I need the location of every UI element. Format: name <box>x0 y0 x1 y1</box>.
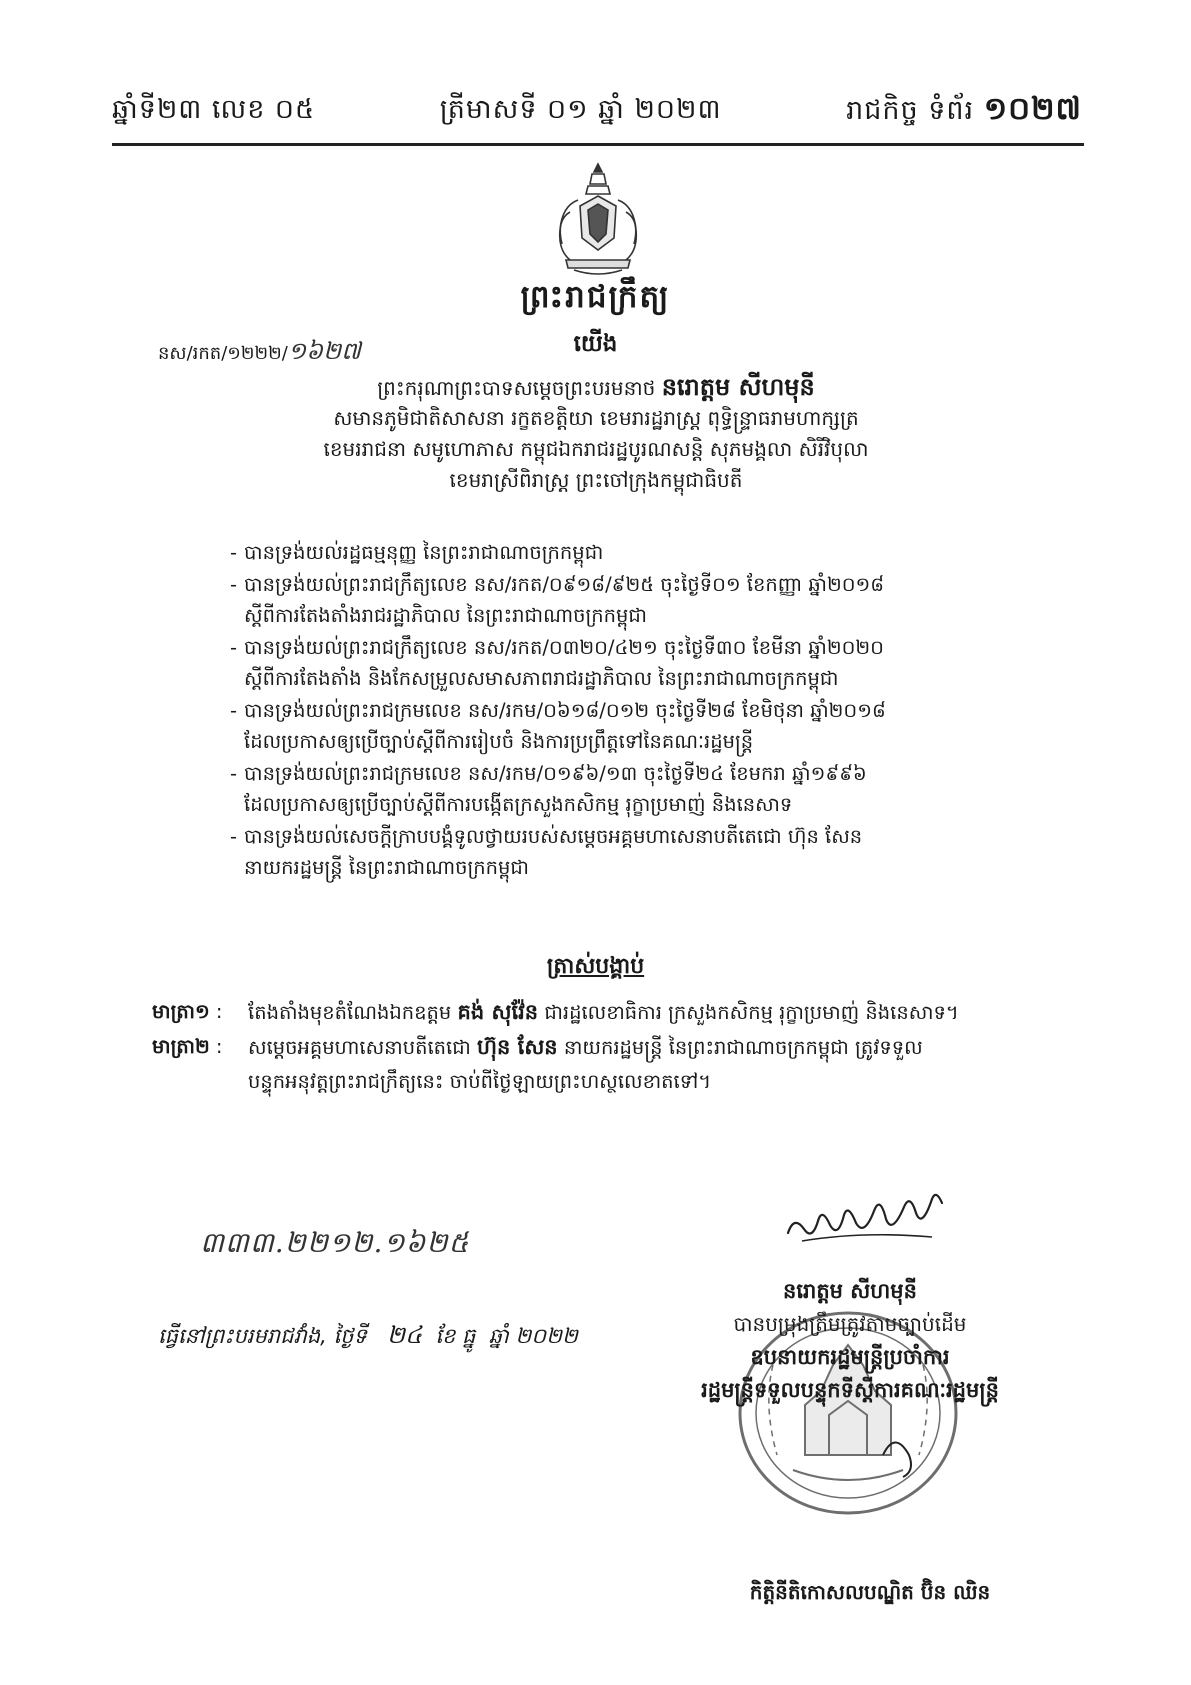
king-title-line: ព្រះករុណាព្រះបាទសម្តេចព្រះបរមនាថ នរោត្តម សីហមុនី <box>377 373 815 401</box>
deputy-pm-title: ឧបនាយករដ្ឋមន្ត្រីប្រចាំការ <box>750 1345 950 1369</box>
we-heading: យើង <box>573 331 618 357</box>
king-title-line: ខេមររាជនា សមូហោភាស កម្ពុជឯករាជរដ្ឋបូរណសន្តិ សុភមង្គលា សិរីវិបុលា <box>323 437 869 461</box>
article-text: សម្តេចអគ្គមហាសេនាបតីតេជោ ហ៊ុន សែន នាយករដ្ឋមន្ត្រី នៃព្រះរាជាណាចក្រកម្ពុជា ត្រូវទទួល បន្ទុកអនុវត្តព្រះរាជក្រឹត្យនេះ ចាប់ពីថ្ងៃឡាយព្រះហស្ថលេខាតទៅ។ <box>248 1035 923 1093</box>
decree-reference <box>158 336 361 371</box>
gazette-label: រាជកិច្ច ទំព័រ <box>846 94 975 126</box>
consideration-item: - បានទ្រង់យល់ព្រះរាជក្រមលេខ នស/រកម/០១៩៦/១៣ ចុះថ្ងៃទី២៤ ខែមករា ឆ្នាំ១៩៩៦ ដែលប្រកាសឲ្យប្រើច្បាប់ស្តីពីការបង្កើតក្រសួងកសិកម្ម រុក្ខាប្រមាញ់ និងនេសាទ <box>230 762 867 816</box>
articles <box>152 995 1032 1099</box>
ref-handwritten: ១៦២៧ <box>287 337 361 365</box>
decides-heading: ត្រាស់បង្គាប់ <box>546 954 645 979</box>
gazette-header <box>112 92 1082 132</box>
quarter-date: ត្រីមាសទី ០១ ឆ្នាំ ២០២៣ <box>439 93 722 125</box>
header-divider <box>112 143 1084 146</box>
king-title-line: ខេមរាស្រីពិរាស្ត្រ ព្រះចៅក្រុងកម្ពុជាធិបតី <box>449 468 743 492</box>
article-text: តែងតាំងមុខតំណែងឯកឧត្តម គង់ សុវ៉ែន ជារដ្ឋលេខាធិការ ក្រសួងកសិកម្ម រុក្ខាប្រមាញ់ និងនេសាទ។ <box>248 1000 959 1024</box>
consideration-item: - បានទ្រង់យល់ព្រះរាជក្រឹត្យលេខ នស/រកត/០៩១៨/៩២៥ ចុះថ្ងៃទី០១ ខែកញ្ញា ឆ្នាំ២០១៨ ស្តីពីការតែងតាំងរាជរដ្ឋាភិបាល នៃព្រះរាជាណាចក្រកម្ពុជា <box>230 573 885 627</box>
handwritten-reference: ៣៣៣.២២១២.១៦២៥ <box>200 1226 470 1259</box>
decree-title: ព្រះរាជក្រឹត្យ <box>520 279 671 315</box>
year-issue: ឆ្នាំទី២៣ លេខ ០៥ <box>112 93 316 125</box>
issue-date <box>158 1320 578 1355</box>
minister-name: កិត្តិនីតិកោសលបណ្ឌិត ប៊ិន ឈិន <box>749 1580 991 1604</box>
article-label: មាត្រា២ <box>152 1035 210 1058</box>
royal-signature-icon <box>782 1185 952 1245</box>
article-1: មាត្រា១ : តែងតាំងមុខតំណែងឯកឧត្តម គង់ សុវ៉ែន ជារដ្ឋលេខាធិការ ក្រសួងកសិកម្ម រុក្ខាប្រមាញ់ និងនេសាទ។ <box>152 995 1032 1030</box>
article-2: មាត្រា២ : សម្តេចអគ្គមហាសេនាបតីតេជោ ហ៊ុន សែន នាយករដ្ឋមន្ត្រី នៃព្រះរាជាណាចក្រកម្ពុជា ត្រូវទទួល បន្ទុកអនុវត្តព្រះរាជក្រឹត្យនេះ ចាប់ពីថ្ងៃឡាយព្រះហស្ថលេខាតទៅ។ <box>152 1030 1032 1099</box>
king-titles <box>200 372 992 496</box>
signer-block <box>630 1275 1070 1407</box>
article-label: មាត្រា១ <box>152 1000 210 1023</box>
date-prefix: ធ្វើនៅព្រះបរមរាជវាំង, ថ្ងៃទី <box>158 1324 367 1348</box>
minister-title: រដ្ឋមន្ត្រីទទួលបន្ទុកទីស្តីការគណៈរដ្ឋមន្ត្រី <box>701 1378 999 1402</box>
king-name: នរោត្តម សីហមុនី <box>783 1279 917 1303</box>
consideration-item: - បានទ្រង់យល់សេចក្តីក្រាបបង្គំទូលថ្វាយរបស់សម្តេចអគ្គមហាសេនាបតីតេជោ ហ៊ុន សែន នាយករដ្ឋមន្ត្រី នៃព្រះរាជាណាចក្រកម្ពុជា <box>230 825 863 879</box>
date-year: ឆ្នាំ ២០២២ <box>488 1324 578 1348</box>
consideration-item: - បានទ្រង់យល់ព្រះរាជក្រមលេខ នស/រកម/០៦១៨/០១២ ចុះថ្ងៃទី២៨ ខែមិថុនា ឆ្នាំ២០១៨ ដែលប្រកាសឲ្យប្រើច្បាប់ស្តីពីការរៀបចំ និងការប្រព្រឹត្តទៅនៃគណៈរដ្ឋមន្ត្រី <box>230 699 886 753</box>
certified-copy-note: បានបម្រុងត្រឹមត្រូវតាមច្បាប់ដើម <box>733 1312 967 1336</box>
page-number: ១០២៧ <box>983 90 1082 127</box>
gazette-page-label <box>846 90 1082 135</box>
date-day: ២៤ <box>386 1321 422 1349</box>
ref-number: នស/រកត/១២២២/ <box>158 343 288 364</box>
royal-arms-emblem-icon <box>548 160 648 280</box>
consideration-item: - បានទ្រង់យល់រដ្ឋធម្មនុញ្ញ នៃព្រះរាជាណាចក្រកម្ពុជា <box>230 541 604 564</box>
consideration-item: - បានទ្រង់យល់ព្រះរាជក្រឹត្យលេខ នស/រកត/០៣២០/៤២១ ចុះថ្ងៃទី៣០ ខែមីនា ឆ្នាំ២០២០ ស្តីពីការតែងតាំង និងកែសម្រួលសមាសភាពរាជរដ្ឋាភិបាល នៃព្រះរាជាណាចក្រកម្ពុជា <box>230 636 884 690</box>
king-title-line: សមានភូមិជាតិសាសនា រក្ខតខត្តិយា ខេមរារដ្ឋរាស្ត្រ ពុទ្ធិន្ទ្រាធរាមហាក្សត្រ <box>333 406 859 430</box>
considerations-list <box>230 537 1034 884</box>
date-month: ខែ ធ្នូ <box>435 1324 476 1348</box>
